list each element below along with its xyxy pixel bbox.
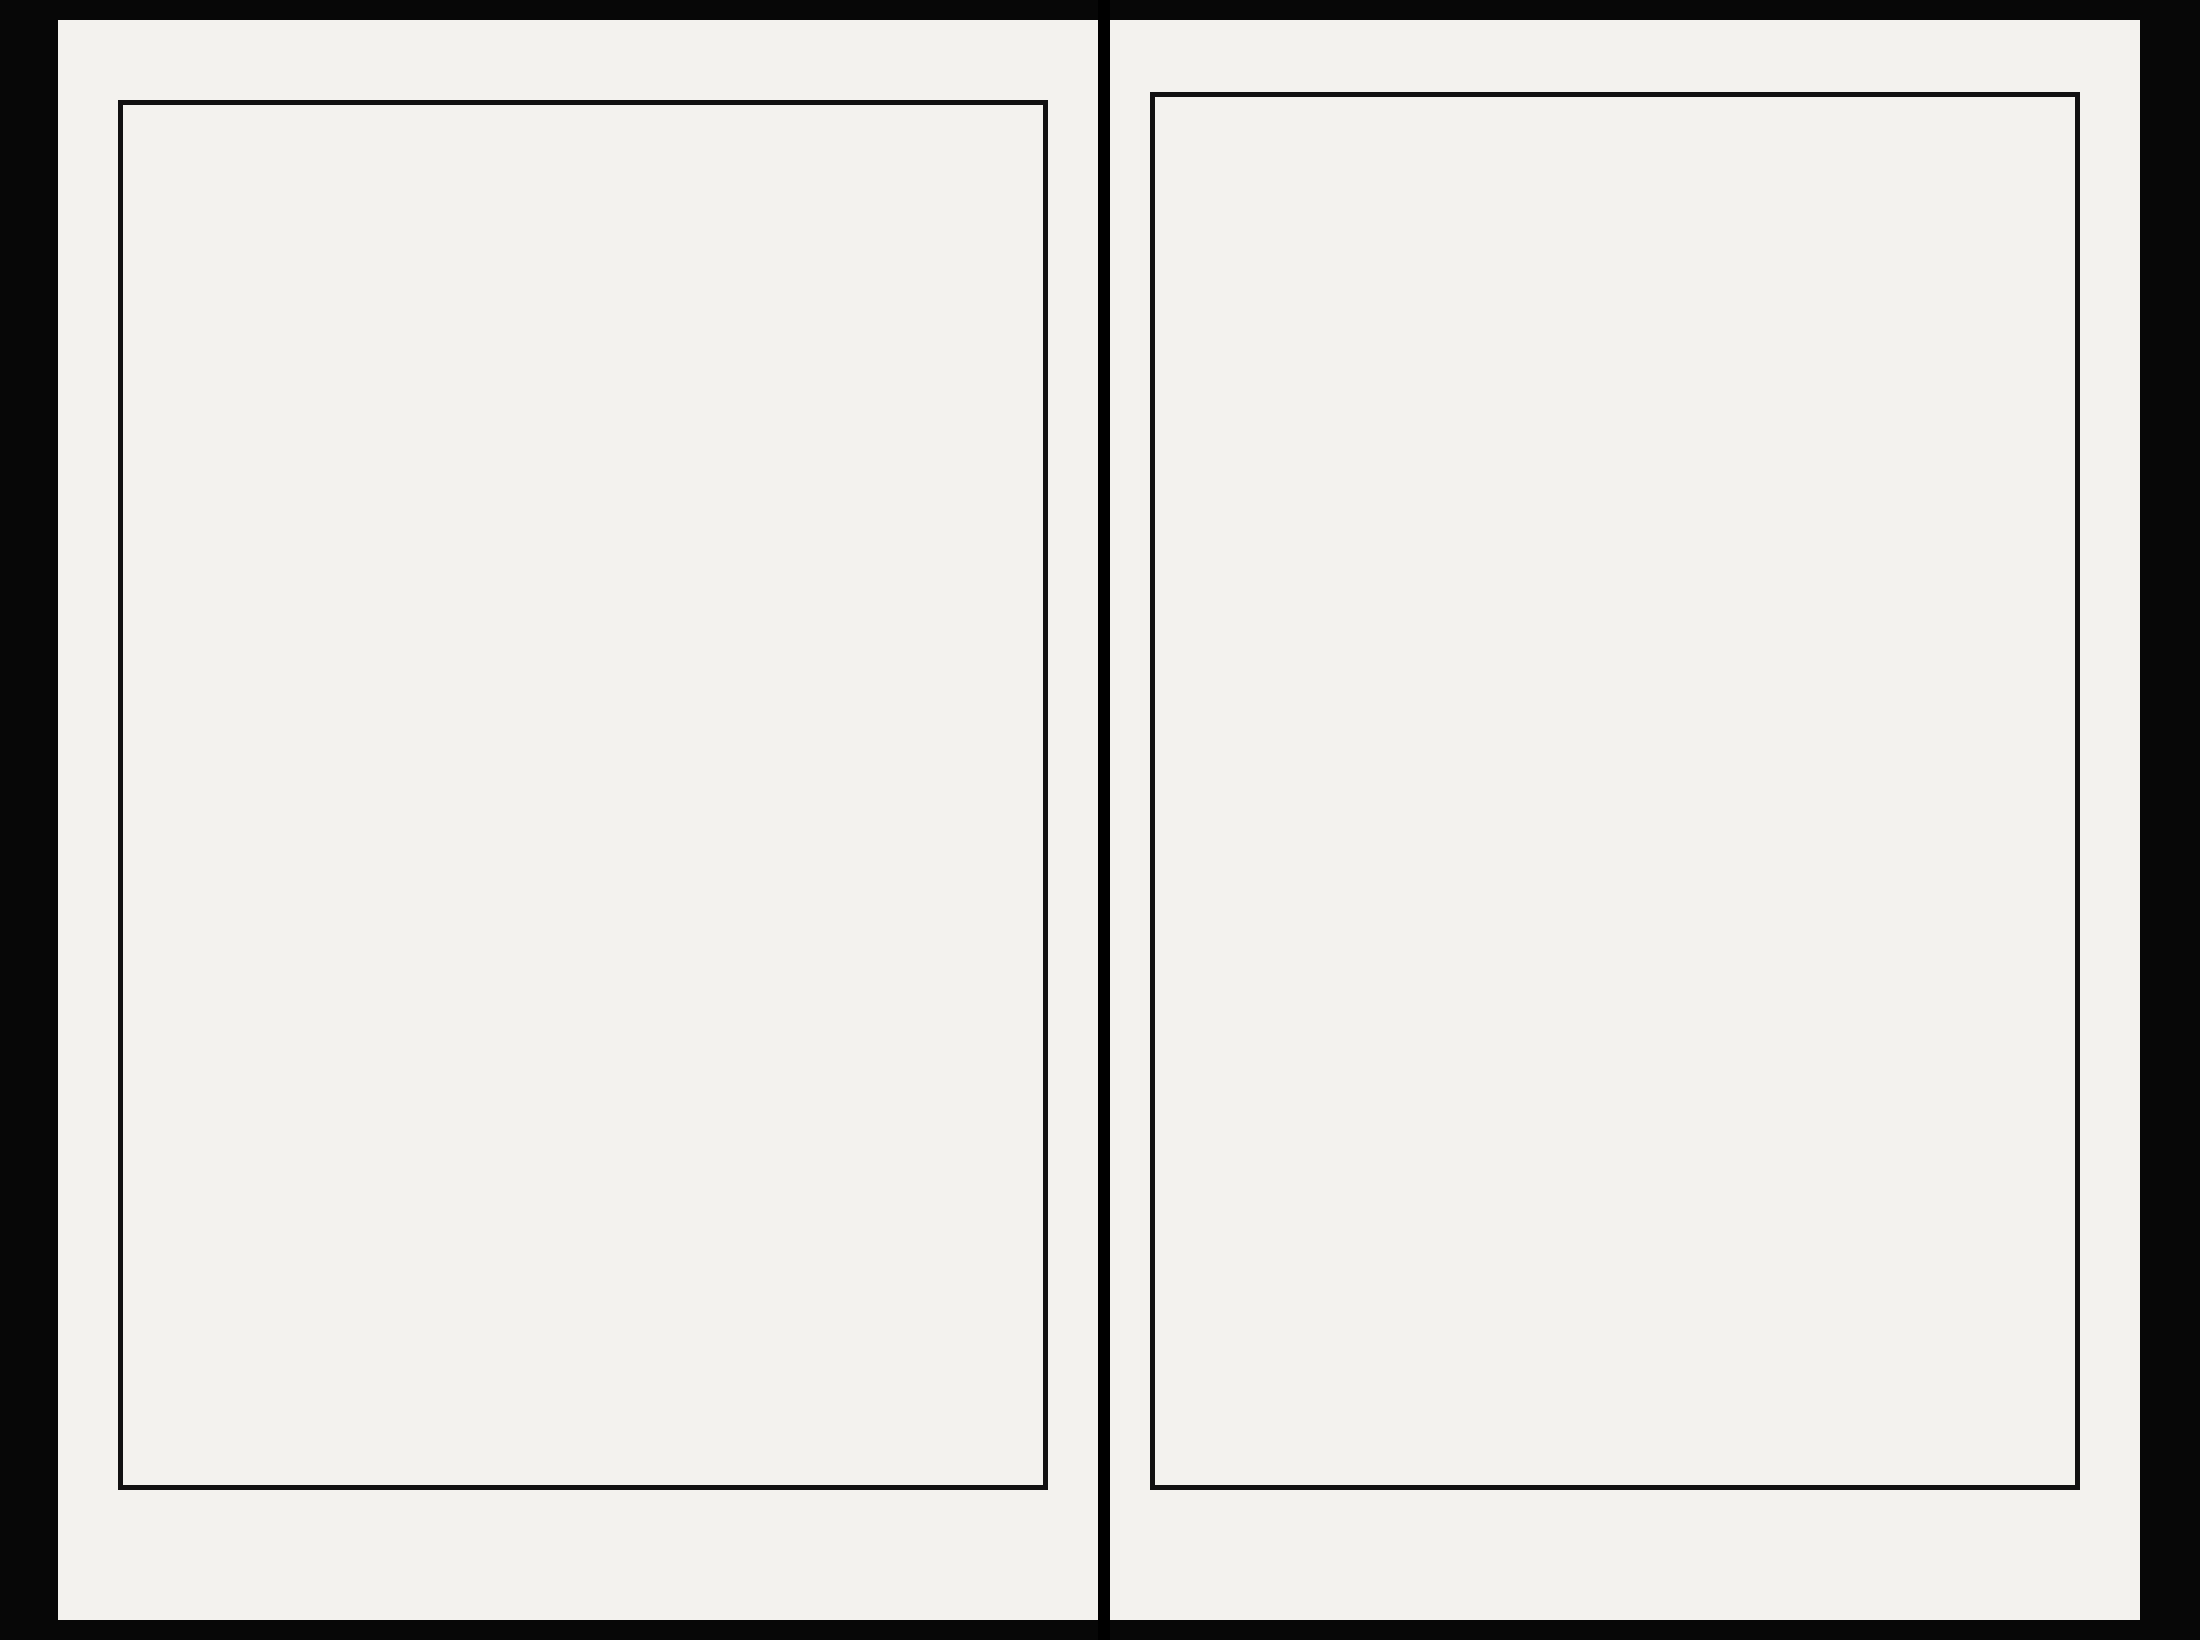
- right-register-table: [1150, 92, 2080, 1490]
- book-gutter: [1098, 0, 1110, 1640]
- left-register-table: [118, 100, 1048, 1490]
